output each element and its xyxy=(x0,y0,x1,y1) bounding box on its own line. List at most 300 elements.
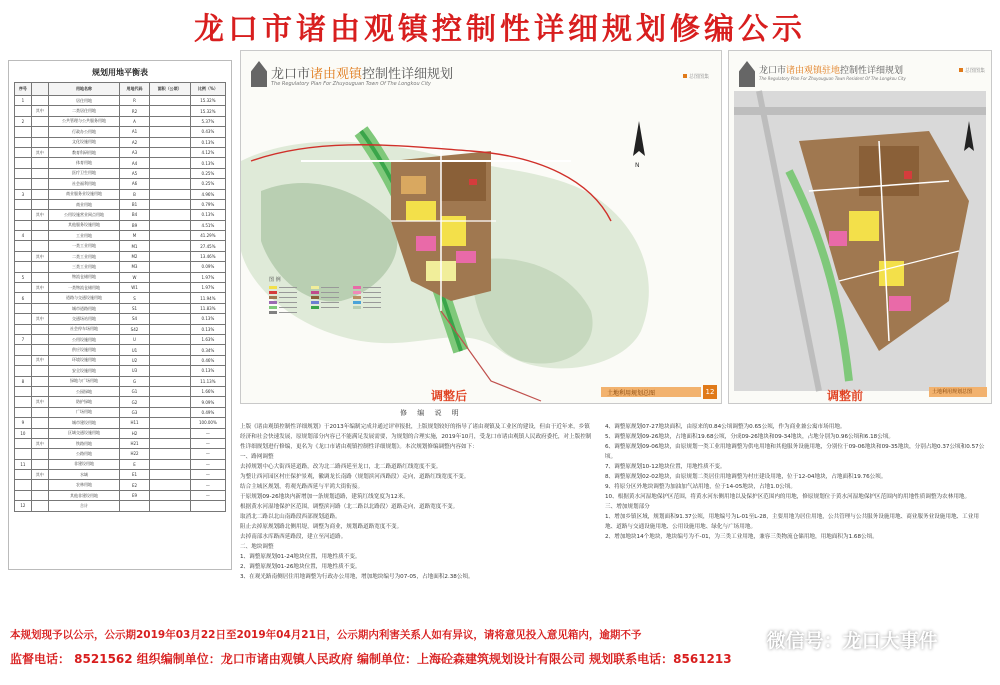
table-cell: S4 xyxy=(120,314,149,324)
table-cell: M2 xyxy=(120,251,149,261)
table-cell: 0.13% xyxy=(190,314,225,324)
legend-swatch xyxy=(353,286,361,290)
table-row xyxy=(15,303,226,313)
table-cell: 100.00% xyxy=(190,418,225,428)
table-row xyxy=(15,127,226,137)
table-row xyxy=(15,470,226,480)
table-cell xyxy=(149,428,190,438)
table-cell xyxy=(149,189,190,199)
table-cell: 教育科研用地 xyxy=(48,147,120,157)
svg-text:N: N xyxy=(635,162,640,169)
table-cell: 区域交通设施用地 xyxy=(48,428,120,438)
table-cell: 其中 xyxy=(31,106,48,116)
table-cell: 其中 xyxy=(31,397,48,407)
table-cell xyxy=(31,407,48,417)
legend-item xyxy=(311,305,339,310)
legend-line xyxy=(363,302,381,303)
table-cell: 15.32% xyxy=(190,106,225,116)
table-cell xyxy=(15,127,32,137)
table-row xyxy=(15,324,226,334)
legend-line xyxy=(279,287,297,288)
table-row xyxy=(15,407,226,417)
table-cell: 13.46% xyxy=(190,251,225,261)
table-cell xyxy=(149,210,190,220)
table-cell xyxy=(15,137,32,147)
table-cell: 41.29% xyxy=(190,231,225,241)
table-cell: 社会停车场用地 xyxy=(48,324,120,334)
table-cell xyxy=(149,438,190,448)
table-cell xyxy=(31,386,48,396)
table-cell: 其中 xyxy=(31,314,48,324)
table-cell xyxy=(190,501,225,511)
legend-swatch xyxy=(269,286,277,290)
table-cell xyxy=(149,293,190,303)
table-cell: 11 xyxy=(15,459,32,469)
table-cell xyxy=(15,449,32,459)
legend-swatch xyxy=(269,301,277,305)
notes-paragraph: 8、调整原规划02-02地块，由原规划二类居住用地调整为村庄建设用地，位于12-04地块，占地面积19.76公顷。 xyxy=(605,474,887,480)
map-after-panel xyxy=(240,50,722,404)
table-row xyxy=(15,480,226,490)
table-cell: A6 xyxy=(120,179,149,189)
legend-line xyxy=(321,297,339,298)
table-cell: A2 xyxy=(120,137,149,147)
land-use-map-before xyxy=(729,51,991,403)
table-row xyxy=(15,449,226,459)
table-cell: 物流仓储用地 xyxy=(48,272,120,282)
table-cell: 27.45% xyxy=(190,241,225,251)
table-cell xyxy=(149,106,190,116)
table-cell xyxy=(149,241,190,251)
table-row xyxy=(15,366,226,376)
land-balance-table-panel xyxy=(8,60,232,570)
notes-paragraph: 阻止去掉原规划路北侧用堤，调整为商业，规划路道路宽度不变。 xyxy=(240,524,403,530)
table-cell xyxy=(15,480,32,490)
table-cell: 安全设施用地 xyxy=(48,366,120,376)
table-cell: 二类工业用地 xyxy=(48,251,120,261)
table-row xyxy=(15,137,226,147)
table-cell: M1 xyxy=(120,241,149,251)
table-cell: 城市道路用地 xyxy=(48,303,120,313)
legend-line xyxy=(279,307,297,308)
table-cell: 二类居住用地 xyxy=(48,106,120,116)
table-cell: 0.49% xyxy=(190,407,225,417)
table-header: 用地名称 xyxy=(48,83,120,96)
table-cell xyxy=(15,470,32,480)
table-cell: 0.09% xyxy=(190,262,225,272)
table-cell: 公共管理与公共服务用地 xyxy=(48,116,120,126)
table-cell xyxy=(31,189,48,199)
table-cell: 社会福利用地 xyxy=(48,179,120,189)
table-cell xyxy=(31,241,48,251)
table-cell: 0.25% xyxy=(190,179,225,189)
table-cell xyxy=(15,220,32,230)
legend-item xyxy=(353,305,381,310)
table-cell xyxy=(120,501,149,511)
notes-paragraph: 7、调整原规划10-12地块位置，用地性质不变。 xyxy=(605,464,726,470)
table-cell xyxy=(15,106,32,116)
table-cell xyxy=(31,334,48,344)
table-cell xyxy=(149,168,190,178)
table-cell xyxy=(15,199,32,209)
notes-paragraph: 取消北二路以北山南路段西部规划道路。 xyxy=(240,514,341,520)
table-cell: 农林用地 xyxy=(48,480,120,490)
table-cell: 其中 xyxy=(31,210,48,220)
legend-line xyxy=(321,292,339,293)
table-cell xyxy=(149,303,190,313)
table-cell xyxy=(31,501,48,511)
table-cell xyxy=(31,137,48,147)
table-cell xyxy=(31,449,48,459)
table-cell xyxy=(31,303,48,313)
table-cell xyxy=(15,355,32,365)
table-row xyxy=(15,199,226,209)
table-cell: 4 xyxy=(15,231,32,241)
table-row xyxy=(15,158,226,168)
table-cell: U2 xyxy=(120,355,149,365)
table-cell xyxy=(149,470,190,480)
notes-paragraph: 结合主城区规划，将观光路西延与平鸿大街衔接。 xyxy=(240,484,364,490)
table-cell: 城市建设用地 xyxy=(48,418,120,428)
table-cell: H21 xyxy=(120,438,149,448)
table-cell: 10 xyxy=(15,428,32,438)
table-cell: 公用设施用地 xyxy=(48,334,120,344)
table-cell: 0.46% xyxy=(190,355,225,365)
table-cell: G2 xyxy=(120,397,149,407)
map-after-subtitle: The Regulatory Plan For Zhuyouguan Town Of The Longkou City xyxy=(271,81,431,87)
table-cell xyxy=(149,199,190,209)
table-row xyxy=(15,376,226,386)
table-cell: 商业服务业设施用地 xyxy=(48,189,120,199)
table-cell xyxy=(31,428,48,438)
table-row xyxy=(15,179,226,189)
table-cell xyxy=(149,345,190,355)
table-cell: 道路与交通设施用地 xyxy=(48,293,120,303)
table-cell: 行政办公用地 xyxy=(48,127,120,137)
table-cell: 4.12% xyxy=(190,147,225,157)
wechat-icon xyxy=(740,634,760,650)
table-cell: 其中 xyxy=(31,251,48,261)
table-cell xyxy=(15,438,32,448)
page-title: 龙口市诸由观镇控制性详细规划修编公示 xyxy=(194,12,806,47)
table-cell xyxy=(149,366,190,376)
legend-swatch xyxy=(311,301,319,305)
table-cell: 医疗卫生用地 xyxy=(48,168,120,178)
legend-swatch xyxy=(353,301,361,305)
table-cell xyxy=(15,179,32,189)
table-row xyxy=(15,220,226,230)
table-cell: 1.66% xyxy=(190,386,225,396)
table-cell: S xyxy=(120,293,149,303)
table-cell xyxy=(149,147,190,157)
legend-swatch xyxy=(311,296,319,300)
table-row xyxy=(15,490,226,500)
legend-swatch xyxy=(311,286,319,290)
table-cell: 体育用地 xyxy=(48,158,120,168)
public-notice-period: 本规划现予以公示，公示期2019年03月22日至2019年04月21日，公示期内利害关系人如有异议，请将意见投入意见箱内，逾期不予 xyxy=(10,629,642,641)
table-cell xyxy=(149,334,190,344)
legend-title: 图 例 xyxy=(269,277,281,283)
table-cell: 0.34% xyxy=(190,345,225,355)
notes-paragraph: 二、地块调整 xyxy=(240,544,274,550)
table-cell xyxy=(149,480,190,490)
land-table-title: 规划用地平衡表 xyxy=(92,67,148,77)
table-cell: 公路用地 xyxy=(48,449,120,459)
notes-paragraph: 根据黄水河湿地保护区范围，调整滨河路（北二路以北路段）道路走向，道路宽度不变。 xyxy=(240,504,459,510)
table-row xyxy=(15,272,226,282)
table-cell xyxy=(15,366,32,376)
table-cell: 其中 xyxy=(31,283,48,293)
table-cell xyxy=(31,418,48,428)
table-cell: W xyxy=(120,272,149,282)
legend-line xyxy=(363,297,381,298)
table-row xyxy=(15,418,226,428)
table-row xyxy=(15,334,226,344)
notes-title: 修 编 说 明 xyxy=(400,409,463,417)
table-cell: M3 xyxy=(120,262,149,272)
table-cell xyxy=(31,231,48,241)
table-header: 比例（%） xyxy=(190,83,225,96)
table-cell xyxy=(15,386,32,396)
legend-swatch xyxy=(269,296,277,300)
notes-paragraph: 为整让西河园区村庄保护景观，徽调龙长南路（规划滨河西路段）走向，道路红线宽度不变。 xyxy=(240,474,470,480)
table-cell: 其中 xyxy=(31,355,48,365)
table-cell xyxy=(15,407,32,417)
legend-swatch xyxy=(353,296,361,300)
map-before-footer: 土地利用规划总图 xyxy=(929,387,987,397)
notes-paragraph: 上版《诸由观镇控制性详细规划》于2013年编制完成并通过评审报批，上版规划较好的指导了诸由观镇及工业区的建设，但由于近年来，乡镇经济和社会快速发展，原规划部分内容已不能满足发展需要，为规划的合理实施，2019年10月，受龙口市诸由观镇人民政府委托，对上版控制性详细规划进行修编，更名为《龙口市诸由观镇控制性详细规划》。本次规划修编调整内容如下： xyxy=(240,424,592,450)
table-cell xyxy=(149,283,190,293)
revision-notes xyxy=(240,404,990,622)
table-cell: 12 xyxy=(15,501,32,511)
map-after-tag: 总图图集 xyxy=(683,73,709,80)
table-cell xyxy=(31,480,48,490)
table-row xyxy=(15,397,226,407)
legend-line xyxy=(321,307,339,308)
table-cell xyxy=(149,251,190,261)
notes-paragraph: 于原规划09-26地块内新增加一条规划道路，建筑红线宽度为12米。 xyxy=(240,494,409,500)
table-cell: S1 xyxy=(120,303,149,313)
table-row xyxy=(15,189,226,199)
table-cell: R2 xyxy=(120,106,149,116)
page-number: 12 xyxy=(703,385,717,399)
table-cell xyxy=(149,324,190,334)
table-cell: 公园绿地 xyxy=(48,386,120,396)
table-cell: H2 xyxy=(120,428,149,438)
table-cell xyxy=(31,272,48,282)
table-cell xyxy=(15,168,32,178)
table-cell: 供应设施用地 xyxy=(48,345,120,355)
map-before-title: 龙口市诸由观镇驻地控制性详细规划 xyxy=(759,66,904,76)
table-cell xyxy=(149,96,190,106)
table-cell xyxy=(31,490,48,500)
table-cell: 三类工业用地 xyxy=(48,262,120,272)
table-cell: 广场用地 xyxy=(48,407,120,417)
table-cell xyxy=(15,158,32,168)
table-cell: — xyxy=(190,428,225,438)
land-balance-table xyxy=(14,82,226,512)
map-before-panel xyxy=(728,50,992,404)
table-row xyxy=(15,106,226,116)
table-cell xyxy=(31,345,48,355)
legend-line xyxy=(279,292,297,293)
table-header: 用地代码 xyxy=(120,83,149,96)
legend-swatch xyxy=(353,291,361,295)
table-cell xyxy=(31,459,48,469)
table-cell: 9 xyxy=(15,418,32,428)
table-row xyxy=(15,168,226,178)
table-cell: G3 xyxy=(120,407,149,417)
table-cell xyxy=(15,283,32,293)
table-cell: 合计 xyxy=(48,501,120,511)
table-row xyxy=(15,501,226,511)
table-cell: H22 xyxy=(120,449,149,459)
table-cell: 工业用地 xyxy=(48,231,120,241)
adjusted-before-label: 调整前 xyxy=(827,389,864,403)
table-cell xyxy=(15,314,32,324)
table-cell: — xyxy=(190,459,225,469)
table-cell: A xyxy=(120,116,149,126)
table-row xyxy=(15,355,226,365)
table-row xyxy=(15,231,226,241)
table-cell: 4.96% xyxy=(190,189,225,199)
table-row xyxy=(15,386,226,396)
table-cell: 其中 xyxy=(31,438,48,448)
table-cell: 11.13% xyxy=(190,376,225,386)
table-cell: 其中 xyxy=(31,147,48,157)
table-cell xyxy=(31,220,48,230)
table-row xyxy=(15,314,226,324)
table-cell: 防护绿地 xyxy=(48,397,120,407)
table-cell xyxy=(149,376,190,386)
table-cell: E9 xyxy=(120,490,149,500)
table-cell: 11.83% xyxy=(190,303,225,313)
table-cell: H11 xyxy=(120,418,149,428)
table-cell xyxy=(15,303,32,313)
table-cell xyxy=(149,397,190,407)
table-cell: A3 xyxy=(120,147,149,157)
table-cell: 9.09% xyxy=(190,397,225,407)
table-cell: 0.13% xyxy=(190,210,225,220)
table-row xyxy=(15,283,226,293)
notes-paragraph: 1、增加乡镇区域，规划面积91.37公顷，用地编号为L-01至L-28，主要用地为居住用地，公共管理与公共服务设施用地、商业服务业设施用地、工业用地、道路与交通设施用地、公用设施用地、绿化与广场用地。 xyxy=(605,514,979,530)
table-cell: M xyxy=(120,231,149,241)
table-cell: 5.37% xyxy=(190,116,225,126)
table-cell: A5 xyxy=(120,168,149,178)
notes-paragraph: 去掉南部水库路西延路段，建立至河道路。 xyxy=(240,534,347,540)
table-cell xyxy=(15,147,32,157)
table-cell: 公用设施营业网点用地 xyxy=(48,210,120,220)
table-cell: A4 xyxy=(120,158,149,168)
table-cell xyxy=(149,490,190,500)
map-before-tag: 总图图集 xyxy=(959,67,985,74)
table-cell xyxy=(149,501,190,511)
table-cell: G1 xyxy=(120,386,149,396)
table-cell: E2 xyxy=(120,480,149,490)
notes-paragraph: 一、路网调整 xyxy=(240,454,274,460)
legend-item xyxy=(269,310,297,315)
table-cell: G xyxy=(120,376,149,386)
legend-line xyxy=(279,312,297,313)
table-cell: — xyxy=(190,438,225,448)
table-cell: 水域 xyxy=(48,470,120,480)
table-cell xyxy=(31,262,48,272)
land-use-map-after xyxy=(241,51,721,403)
table-cell xyxy=(31,293,48,303)
wechat-watermark: 微信号：龙口大事件 xyxy=(740,626,990,650)
table-cell: U1 xyxy=(120,345,149,355)
legend-swatch xyxy=(269,291,277,295)
legend-line xyxy=(363,292,381,293)
notes-paragraph: 3、在观光路南侧居住用地调整为行政办公用地，增加地块编号为07-05，占地面积2.38公顷。 xyxy=(240,574,474,580)
table-cell: 6 xyxy=(15,293,32,303)
table-cell: 7 xyxy=(15,334,32,344)
table-row xyxy=(15,459,226,469)
table-cell: 4.51% xyxy=(190,220,225,230)
notes-left-column xyxy=(240,422,595,582)
notes-paragraph: 1、调整原规划01-24地块位置，用地性质不变。 xyxy=(240,554,361,560)
table-cell: B xyxy=(120,189,149,199)
table-cell: 1 xyxy=(15,96,32,106)
table-cell: — xyxy=(190,490,225,500)
table-cell xyxy=(149,127,190,137)
table-row xyxy=(15,116,226,126)
table-header: 面积（公顷） xyxy=(149,83,190,96)
table-row xyxy=(15,251,226,261)
legend-line xyxy=(363,307,381,308)
legend-swatch xyxy=(311,291,319,295)
table-cell xyxy=(31,116,48,126)
table-cell xyxy=(31,168,48,178)
notes-paragraph: 三、增加规划部分 xyxy=(605,504,650,510)
legend-line xyxy=(321,302,339,303)
table-cell: 一类物流仓储用地 xyxy=(48,283,120,293)
table-cell xyxy=(149,231,190,241)
table-cell: 居住用地 xyxy=(48,96,120,106)
legend-swatch xyxy=(269,306,277,310)
table-cell xyxy=(31,158,48,168)
table-cell xyxy=(149,314,190,324)
table-row xyxy=(15,428,226,438)
table-cell xyxy=(31,127,48,137)
table-cell xyxy=(149,220,190,230)
notes-paragraph: 5、调整原规划09-26地块，占地面积19.68公顷，分成09-26地块和09-34地块，占地分别为0.96公顷和6.18公顷。 xyxy=(605,434,895,440)
table-cell: — xyxy=(190,480,225,490)
table-header: 序号 xyxy=(15,83,32,96)
legend-line xyxy=(279,302,297,303)
table-cell xyxy=(149,418,190,428)
table-cell: 0.25% xyxy=(190,168,225,178)
table-cell: 11.94% xyxy=(190,293,225,303)
table-cell: 非建设用地 xyxy=(48,459,120,469)
table-cell: 8 xyxy=(15,376,32,386)
table-cell xyxy=(15,241,32,251)
table-cell xyxy=(149,459,190,469)
table-cell xyxy=(149,137,190,147)
map-after-legend xyxy=(269,276,381,315)
table-cell: 绿地与广场用地 xyxy=(48,376,120,386)
legend-line xyxy=(321,287,339,288)
notes-paragraph: 2、调整原规划01-26地块位置，用地性质不变。 xyxy=(240,564,361,570)
table-cell: 铁路用地 xyxy=(48,438,120,448)
table-cell: W1 xyxy=(120,283,149,293)
table-cell: B9 xyxy=(120,220,149,230)
map-before-subtitle: The Regulatory Plan For Zhuyouguan Town Resident Of The Longkou City xyxy=(759,76,906,81)
table-cell: 1.63% xyxy=(190,334,225,344)
table-cell xyxy=(15,345,32,355)
table-row xyxy=(15,293,226,303)
table-cell xyxy=(31,199,48,209)
